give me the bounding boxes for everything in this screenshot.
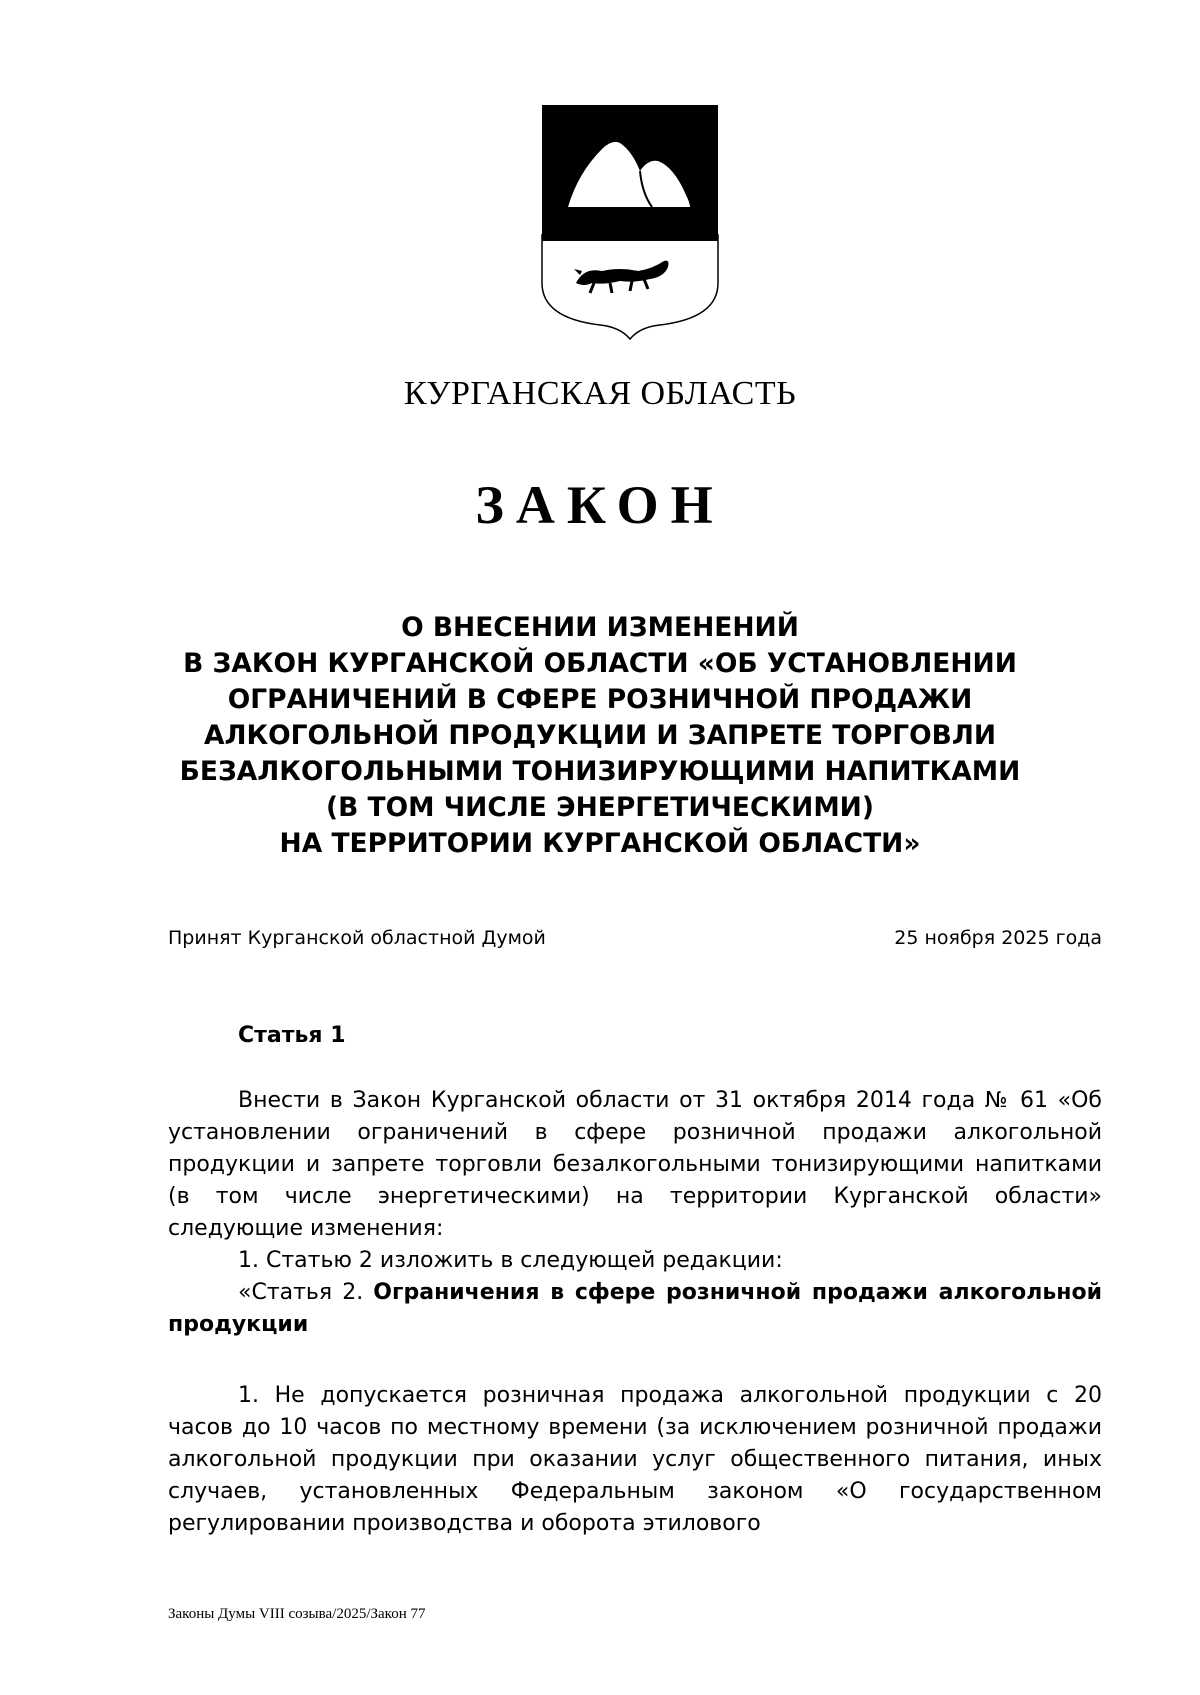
new-article-prefix: «Статья 2. (238, 1280, 374, 1305)
article-item-1: 1. Статью 2 изложить в следующей редакции: (238, 1248, 783, 1273)
law-title-line: НА ТЕРРИТОРИИ КУРГАНСКОЙ ОБЛАСТИ» (279, 828, 921, 859)
law-title-line: (В ТОМ ЧИСЛЕ ЭНЕРГЕТИЧЕСКИМИ) (326, 792, 874, 823)
coat-of-arms-icon (540, 103, 720, 343)
new-article-paragraph-1: 1. Не допускается розничная продажа алкогольной продукции с 20 часов до 10 часов по местному времени (за исключением розничной продажи алкогольной продукции при оказании услуг общественного питания, иных случаев, установленных Федеральным законом «О государственном регулировании производства и оборота этилового (168, 1383, 1102, 1536)
law-title-line: БЕЗАЛКОГОЛЬНЫМИ ТОНИЗИРУЮЩИМИ НАПИТКАМИ (179, 756, 1021, 787)
law-title-line: В ЗАКОН КУРГАНСКОЙ ОБЛАСТИ «ОБ УСТАНОВЛЕНИИ (183, 648, 1017, 679)
document-type: ЗАКОН (475, 475, 725, 535)
adoption-date: 25 ноября 2025 года (894, 927, 1102, 949)
article-intro: Внести в Закон Курганской области от 31 октября 2014 года № 61 «Об установлении ограничений в сфере розничной продажи алкогольной продукции и запрете торговли безалкогольными тонизирующими напитками (в том числе энергетическими) на территории Курганской области» следующие изменения: (168, 1088, 1102, 1241)
adopted-by: Принят Курганской областной Думой (168, 927, 546, 949)
law-title-line: О ВНЕСЕНИИ ИЗМЕНЕНИЙ (401, 612, 799, 643)
law-title-line: АЛКОГОЛЬНОЙ ПРОДУКЦИИ И ЗАПРЕТЕ ТОРГОВЛИ (203, 720, 997, 751)
region-name: КУРГАНСКАЯ ОБЛАСТЬ (403, 375, 797, 412)
law-title (150, 610, 1050, 862)
new-article-title (168, 1277, 1102, 1341)
footer-reference: Законы Думы VIII созыва/2025/Закон 77 (168, 1606, 426, 1622)
article-heading: Статья 1 (238, 1023, 346, 1048)
law-title-line: ОГРАНИЧЕНИЙ В СФЕРЕ РОЗНИЧНОЙ ПРОДАЖИ (227, 684, 973, 715)
new-article-title-text: Ограничения в сфере розничной продажи алкогольной продукции (168, 1280, 1102, 1337)
